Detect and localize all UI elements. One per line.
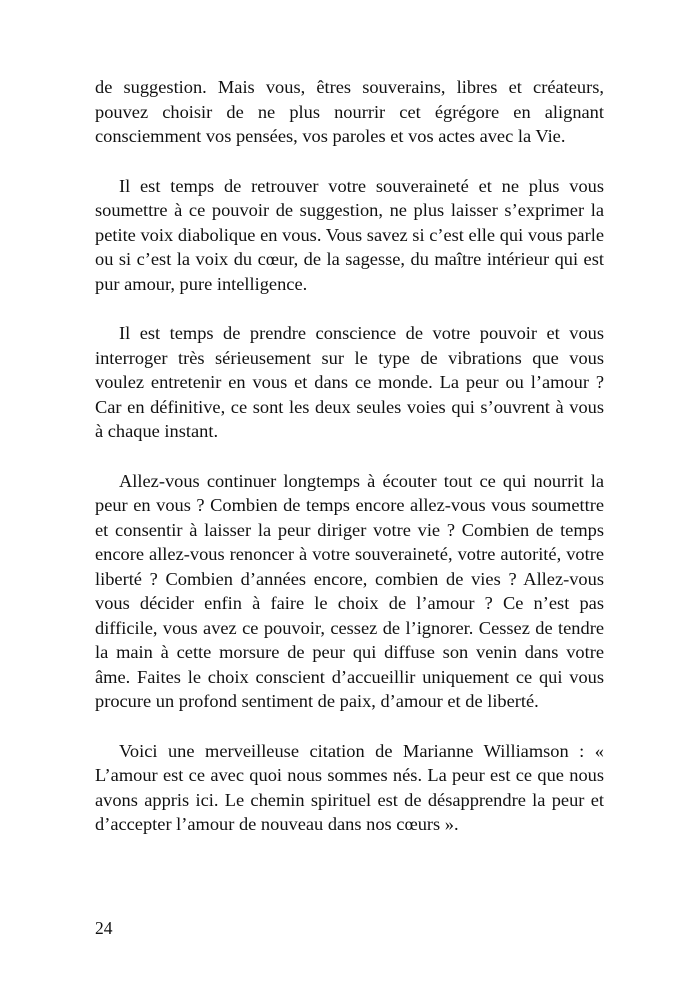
paragraph-pouvoir: Il est temps de prendre conscience de votre pouvoir et vous interroger très sérieusement sur le type de vibrations que vous voulez entretenir en vous et dans ce monde. La peur ou l’amour ? Car en définitive, ce sont les deux seules voies qui s’ouvrent à vous à chaque instant. <box>95 323 604 441</box>
page-number: 24 <box>95 918 113 938</box>
paragraph-citation: Voici une merveilleuse citation de Marianne Williamson : « L’amour est ce avec quoi nous sommes nés. La peur est ce que nous avons appris ici. Le chemin spirituel est de désapprendre la peur et d’accepter l’amour de nouveau dans nos cœurs ». <box>95 740 604 834</box>
paragraph-questions: Allez-vous continuer longtemps à écouter tout ce qui nourrit la peur en vous ? Combien de temps encore allez-vous vous soumettre et consentir à laisser la peur diriger votre vie ? Combien de temps encore allez-vous renoncer à votre souveraineté, votre autorité, votre liberté ? Combien d’années encore, combien de vies ? Allez-vous vous décider enfin à faire le choix de l’amour ? Ce n’est pas difficile, vous avez ce pouvoir, cessez de l’ignorer. Cessez de tendre la main à cette morsure de peur qui diffuse son venin dans votre âme. Faites le choix conscient d’accueillir uniquement ce qui vous procure un profond sentiment de paix, d’amour et de liberté. <box>95 470 604 711</box>
paragraph-souverainete: Il est temps de retrouver votre souveraineté et ne plus vous soumettre à ce pouvoir de suggestion, ne plus laisser s’exprimer la petite voix diabolique en vous. Vous savez si c’est elle qui vous parle ou si c’est la voix du cœur, de la sagesse, du maître intérieur qui est pur amour, pure intelligence. <box>95 175 604 294</box>
body-text <box>95 75 604 862</box>
paragraph-continuation: de suggestion. Mais vous, êtres souverains, libres et créateurs, pouvez choisir de ne plus nourrir cet égrégore en alignant consciemment vos pensées, vos paroles et vos actes avec la Vie. <box>95 77 604 146</box>
